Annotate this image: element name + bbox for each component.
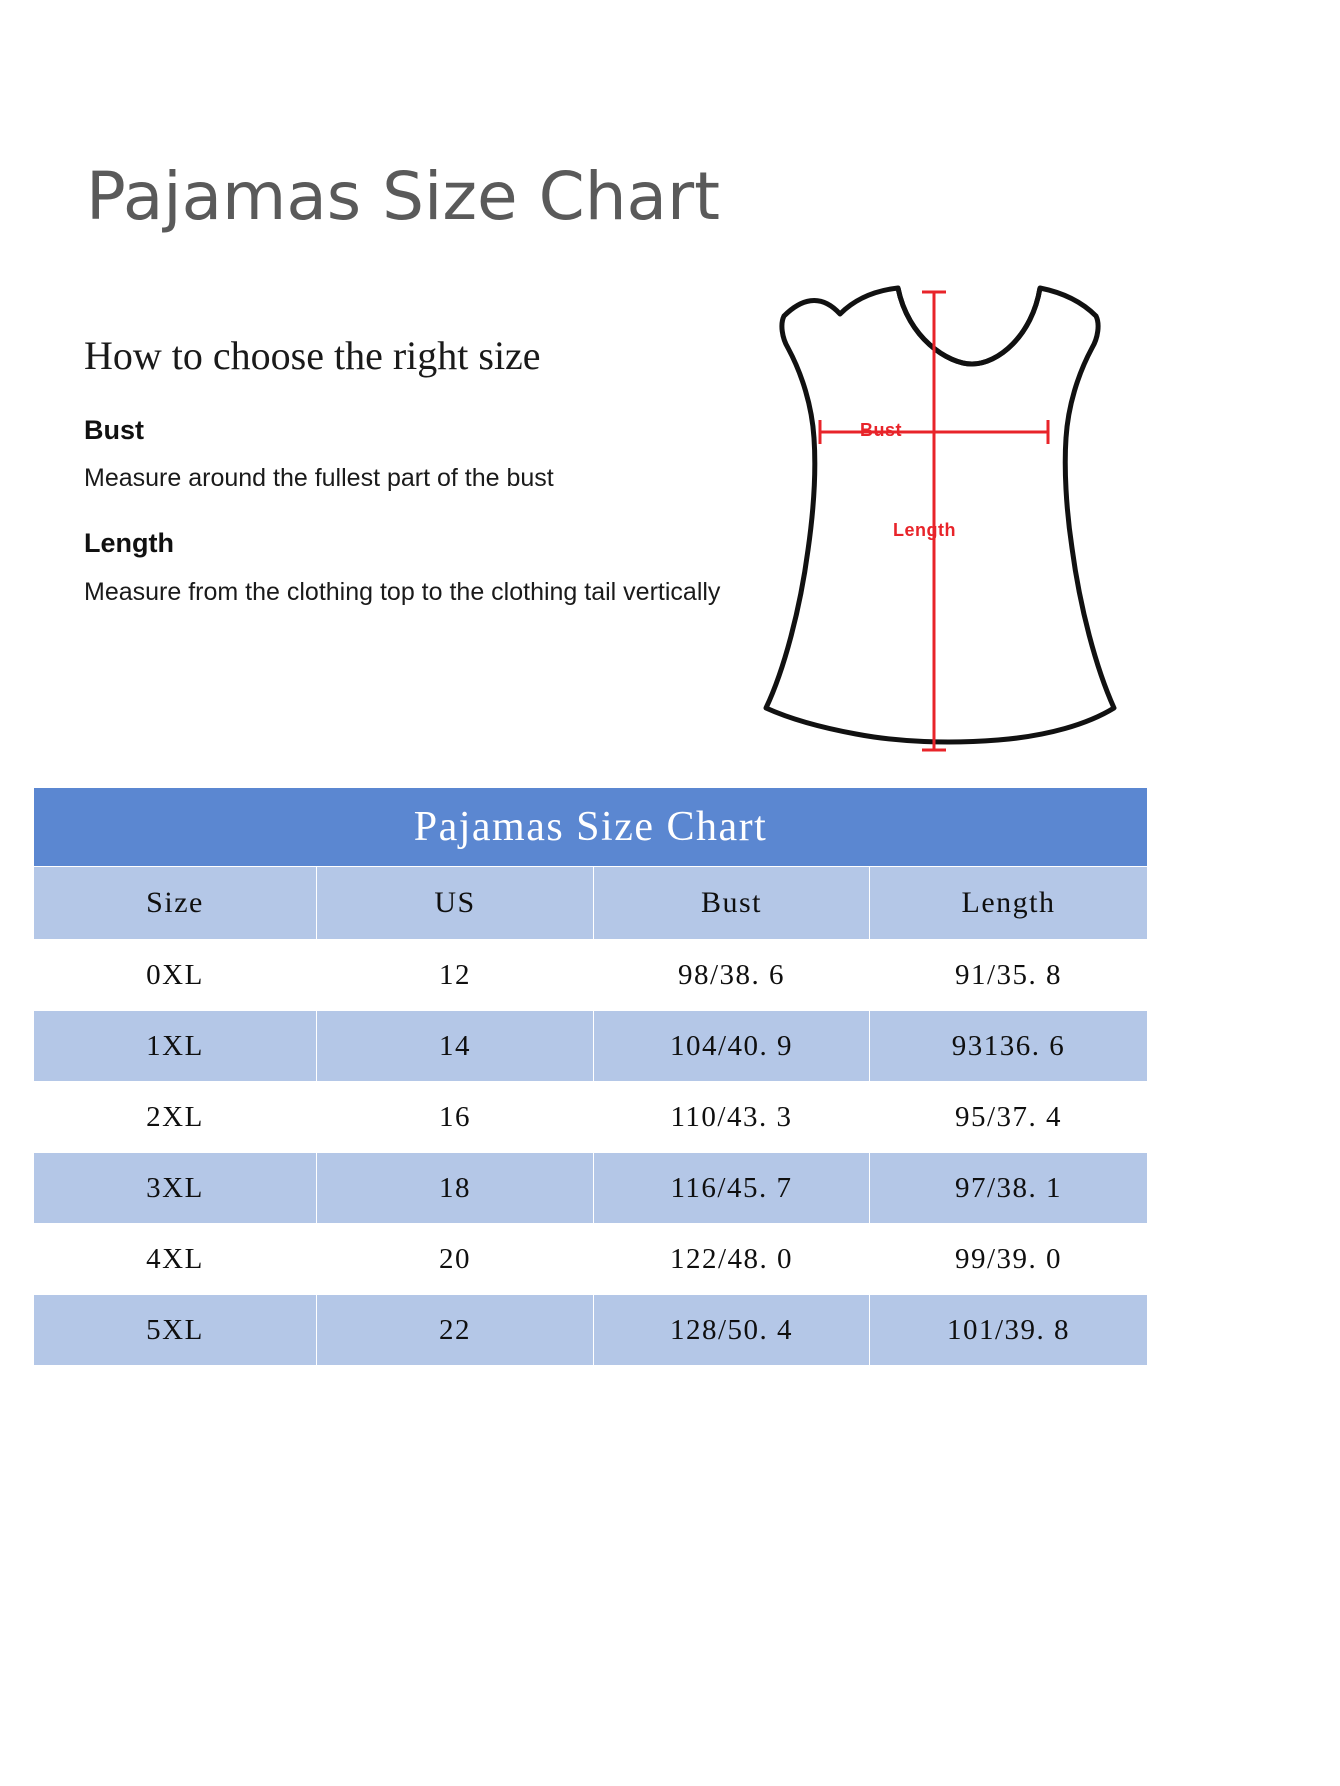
- table-row: [34, 1011, 1148, 1082]
- cell-length: 99/39. 0: [870, 1224, 1148, 1295]
- table-title-row: [34, 788, 1148, 867]
- table-row: [34, 1295, 1148, 1366]
- cell-length: 93136. 6: [870, 1011, 1148, 1082]
- page-title: Pajamas Size Chart: [86, 158, 720, 235]
- cell-size: 3XL: [34, 1153, 317, 1224]
- cell-length: 97/38. 1: [870, 1153, 1148, 1224]
- cell-size: 1XL: [34, 1011, 317, 1082]
- column-header-size: Size: [34, 867, 317, 940]
- column-header-bust: Bust: [594, 867, 870, 940]
- table-title: Pajamas Size Chart: [34, 788, 1148, 867]
- cell-size: 0XL: [34, 940, 317, 1011]
- column-header-length: Length: [870, 867, 1148, 940]
- cell-us: 16: [317, 1082, 594, 1153]
- table-row: [34, 1153, 1148, 1224]
- cell-length: 101/39. 8: [870, 1295, 1148, 1366]
- table-header-row: [34, 867, 1148, 940]
- cell-bust: 116/45. 7: [594, 1153, 870, 1224]
- column-header-us: US: [317, 867, 594, 940]
- cell-size: 5XL: [34, 1295, 317, 1366]
- cell-bust: 98/38. 6: [594, 940, 870, 1011]
- bust-measure-label: Bust: [84, 415, 144, 445]
- cell-us: 12: [317, 940, 594, 1011]
- cell-bust: 110/43. 3: [594, 1082, 870, 1153]
- length-measure-label: Length: [84, 528, 174, 558]
- diagram-length-label: Length: [893, 520, 956, 540]
- size-chart-table: [33, 787, 1148, 1366]
- cell-bust: 128/50. 4: [594, 1295, 870, 1366]
- cell-length: 91/35. 8: [870, 940, 1148, 1011]
- cell-bust: 122/48. 0: [594, 1224, 870, 1295]
- cell-length: 95/37. 4: [870, 1082, 1148, 1153]
- table-row: [34, 940, 1148, 1011]
- cell-us: 14: [317, 1011, 594, 1082]
- cell-bust: 104/40. 9: [594, 1011, 870, 1082]
- cell-us: 22: [317, 1295, 594, 1366]
- howto-heading: How to choose the right size: [84, 333, 541, 378]
- cell-size: 4XL: [34, 1224, 317, 1295]
- table-row: [34, 1082, 1148, 1153]
- bust-measure-description: Measure around the fullest part of the bust: [84, 464, 554, 492]
- length-measure-description: Measure from the clothing top to the clothing tail vertically: [84, 578, 721, 606]
- diagram-bust-label: Bust: [860, 420, 902, 440]
- table-row: [34, 1224, 1148, 1295]
- cell-size: 2XL: [34, 1082, 317, 1153]
- cell-us: 18: [317, 1153, 594, 1224]
- cell-us: 20: [317, 1224, 594, 1295]
